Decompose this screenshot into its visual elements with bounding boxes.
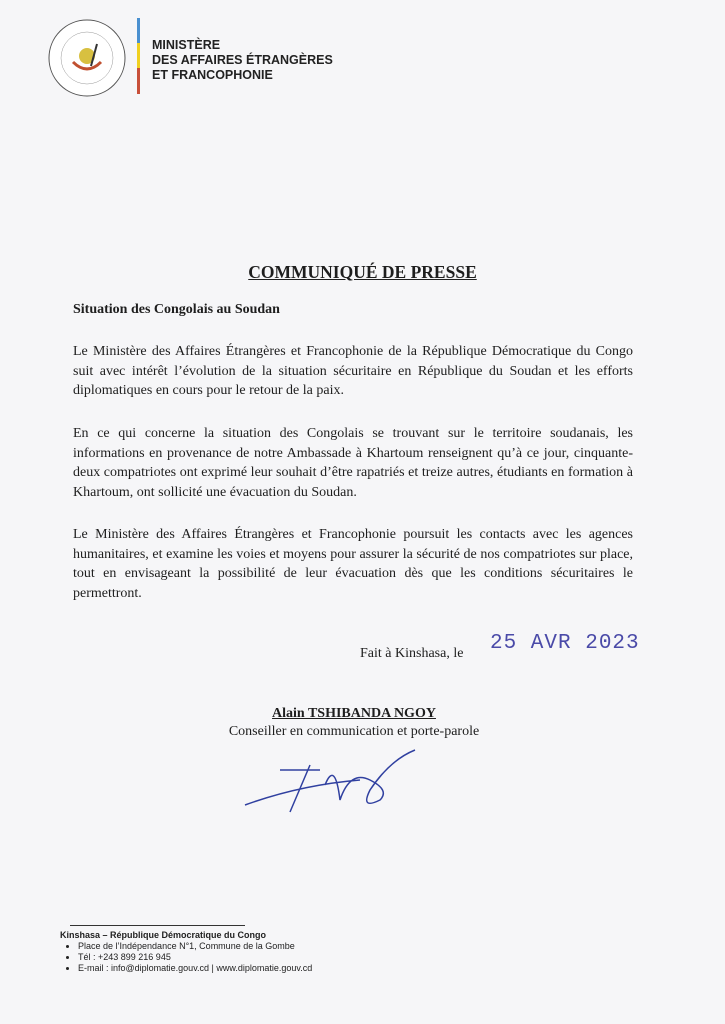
ministry-line: MINISTÈRE [152,38,221,52]
signer-role: Conseiller en communication et porte-parole [228,724,480,739]
footer-address: • Place de l’Indépendance N°1, Commune de la Gombe [78,941,312,952]
paragraph: Le Ministère des Affaires Étrangères et Francophonie de la République Démocratique du Congo suit avec intérêt l’évolution de la situation sécuritaire en République du Soudan et les efforts diplomatiques en cours pour le retour de la paix. [73,344,633,398]
signer-name: Alain TSHIBANDA NGOY [272,706,436,721]
ministry-line: ET FRANCOPHONIE [152,68,273,82]
footer-email-web: • E-mail : info@diplomatie.gouv.cd | www.diplomatie.gouv.cd [78,963,312,974]
document-title: COMMUNIQUÉ DE PRESSE [248,262,477,282]
ministry-name [152,38,333,83]
handwritten-signature [240,740,420,815]
paragraph: En ce qui concerne la situation des Congolais se trouvant sur le territoire soudanais, les informations en provenance de notre Ambassade à Khartoum renseignent qu’à ce jour, cinquante-deux compatriotes ont exprimé leur souhait d’être rapatriés et treize autres, étudiants en formation à Khartoum, ont sollicité une évacuation du Soudan. [73,426,633,500]
date-stamp: 25 AVR 2023 [490,632,640,655]
government-seal-logo [47,18,127,98]
footer-phone: • Tél : +243 899 216 945 [78,952,312,963]
footer-contact [60,930,312,974]
place-line: Fait à Kinshasa, le [360,646,464,661]
paragraph: Le Ministère des Affaires Étrangères et Francophonie poursuit les contacts avec les agences humanitaires, et examine les voies et moyens pour assurer la sécurité de nos compatriotes sur place, tout en envisageant la possibilité de leur évacuation dès que les conditions sécuritaires le permettront. [73,527,633,601]
flag-color-bar [137,18,140,94]
footer-divider [70,925,245,926]
document-subtitle: Situation des Congolais au Soudan [73,302,280,317]
footer-heading: Kinshasa – République Démocratique du Congo [60,930,267,940]
ministry-line: DES AFFAIRES ÉTRANGÈRES [152,53,333,67]
